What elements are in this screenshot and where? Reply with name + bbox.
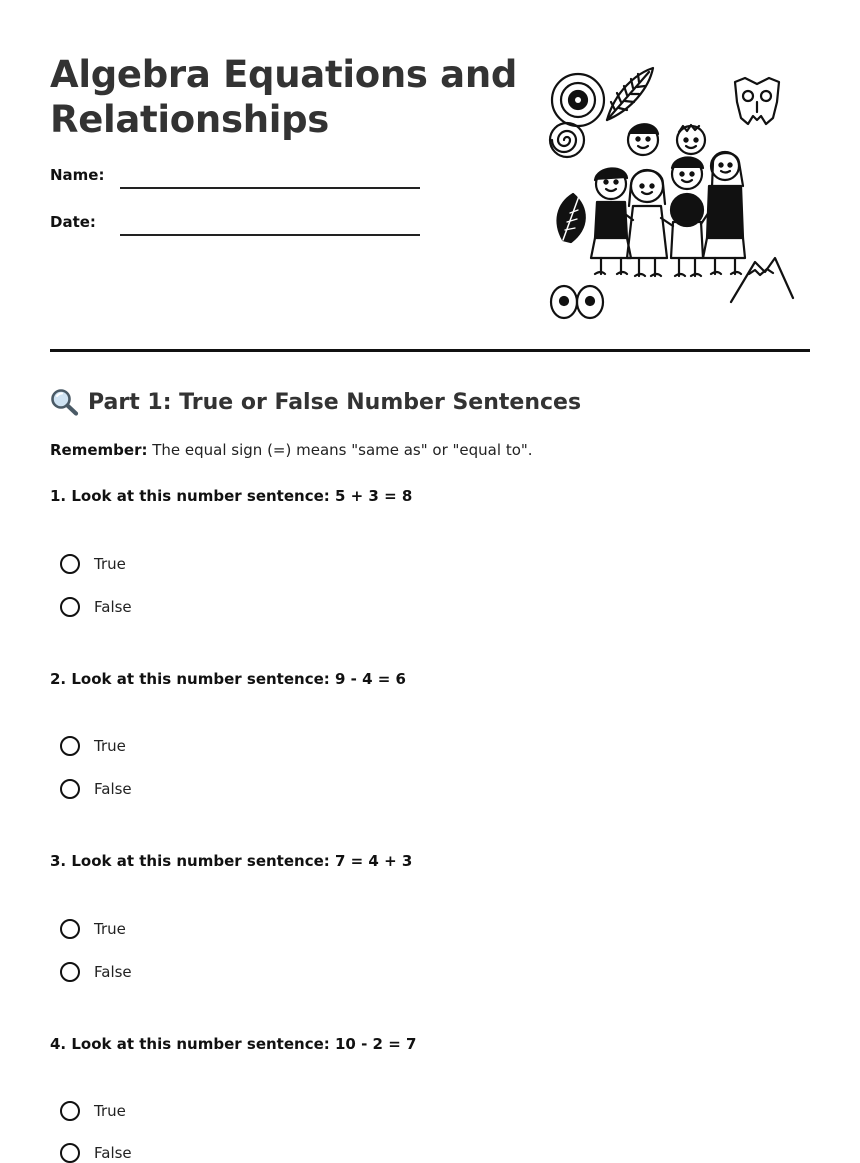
option-label: False	[94, 780, 132, 798]
option-label: True	[94, 920, 126, 938]
remember-label: Remember:	[50, 441, 148, 459]
name-field[interactable]	[120, 187, 420, 189]
magnifying-glass-icon	[50, 388, 80, 416]
question-prompt: 1. Look at this number sentence: 5 + 3 = 8	[50, 487, 413, 505]
remember-note	[50, 441, 533, 459]
answer-option-true[interactable]	[60, 919, 126, 939]
radio-button[interactable]	[60, 962, 80, 982]
radio-button[interactable]	[60, 779, 80, 799]
option-label: True	[94, 1102, 126, 1120]
answer-option-true[interactable]	[60, 1101, 126, 1121]
answer-option-false[interactable]	[60, 1143, 132, 1163]
radio-button[interactable]	[60, 597, 80, 617]
header-divider	[50, 349, 810, 352]
answer-option-false[interactable]	[60, 962, 132, 982]
page-title: Algebra Equations and Relationships	[50, 53, 518, 141]
feather-doodle-icon	[607, 68, 653, 120]
radio-button[interactable]	[60, 736, 80, 756]
option-label: False	[94, 1144, 132, 1162]
section-title-text: Part 1: True or False Number Sentences	[88, 389, 582, 415]
children-group-illustration	[545, 62, 800, 324]
option-label: True	[94, 555, 126, 573]
spiral-doodle-icon	[550, 123, 584, 157]
question-prompt: 4. Look at this number sentence: 10 - 2 = 7	[50, 1035, 417, 1053]
answer-option-true[interactable]	[60, 736, 126, 756]
radio-button[interactable]	[60, 919, 80, 939]
name-label: Name:	[50, 166, 105, 184]
children-figures-icon	[591, 124, 745, 276]
option-label: False	[94, 963, 132, 981]
option-label: True	[94, 737, 126, 755]
radio-button[interactable]	[60, 554, 80, 574]
option-label: False	[94, 598, 132, 616]
remember-text: The equal sign (=) means "same as" or "equal to".	[147, 441, 533, 459]
date-label: Date:	[50, 213, 96, 231]
section-title-part-1	[50, 388, 581, 416]
radio-button[interactable]	[60, 1101, 80, 1121]
answer-option-true[interactable]	[60, 554, 126, 574]
answer-option-false[interactable]	[60, 779, 132, 799]
radio-button[interactable]	[60, 1143, 80, 1163]
answer-option-false[interactable]	[60, 597, 132, 617]
mountain-doodle-icon	[731, 258, 793, 302]
target-doodle-icon	[552, 74, 604, 126]
eyes-doodle-icon	[551, 286, 603, 318]
question-prompt: 3. Look at this number sentence: 7 = 4 + 3	[50, 852, 413, 870]
date-field[interactable]	[120, 234, 420, 236]
mask-doodle-icon	[735, 78, 779, 124]
question-prompt: 2. Look at this number sentence: 9 - 4 = 6	[50, 670, 406, 688]
leaf-doodle-icon	[558, 194, 585, 242]
